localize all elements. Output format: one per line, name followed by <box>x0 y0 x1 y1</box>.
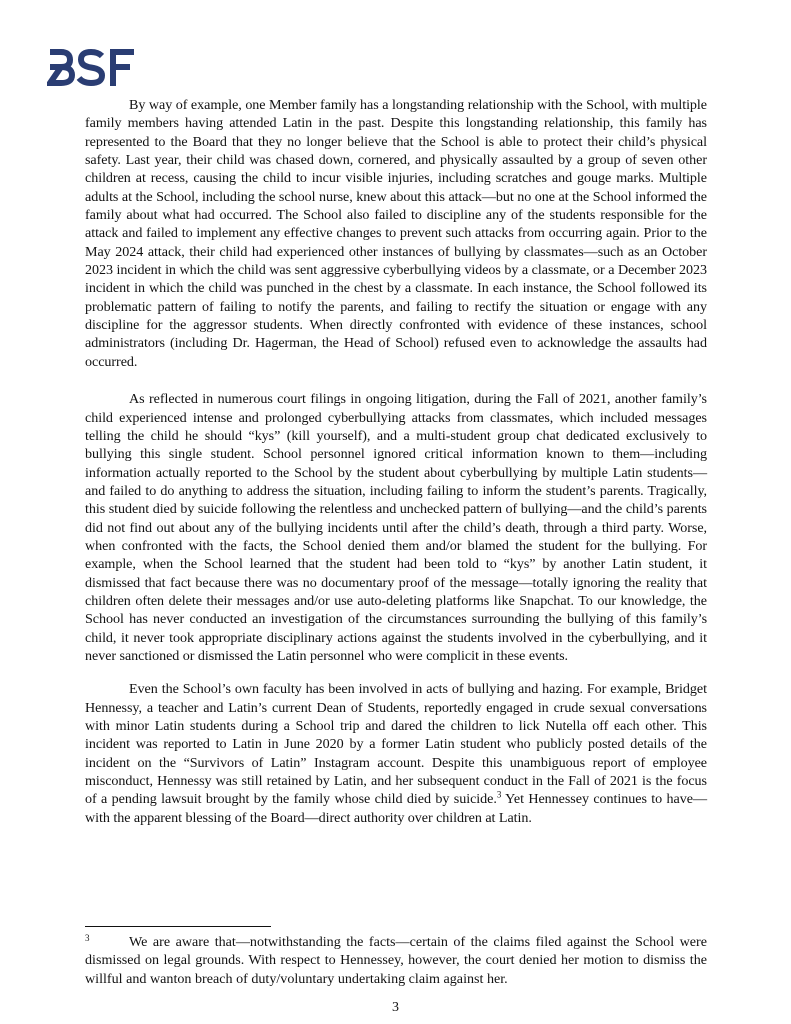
page-number: 3 <box>392 1000 399 1015</box>
footnote-reference: 3 <box>496 789 502 800</box>
footnote-text: We are aware that—notwithstanding the facts—certain of the claims filed against the School were dismissed on legal grounds. With respect to Hennessey, however, the court denied her motion to dismiss the willful and wanton breach of duty/voluntary undertaking claim against her. <box>85 934 707 987</box>
bsf-logo <box>47 48 137 86</box>
paragraph-member-family: By way of example, one Member family has a longstanding relationship with the School, with multiple family members having attended Latin in the past. Despite this longstanding relationship, this family has represented to the Board that they no longer believe that the School is able to protect their child’s physical safety. Last year, their child was chased down, cornered, and physically assaulted by a group of seven other children at recess, causing the child to incur visible injuries, including scratches and gouge marks. Multiple adults at the School, including the school nurse, knew about this attack—but no one at the School informed the family about what had occurred. The School also failed to discipline any of the students responsible for the attack and failed to implement any effective changes to prevent such attacks from occurring again. Prior to the May 2024 attack, their child had experienced other instances of bullying by classmates—such as an October 2023 incident in which the child was sent aggressive cyberbullying videos by a classmate, or a December 2023 incident in which the child was punched in the chest by a classmate. In each instance, the School followed its problematic pattern of failing to notify the parents, and failing to rectify the situation or engage with any discipline for the aggressor students. When directly confronted with evidence of these instances, school administrators (including Dr. Hagerman, the Head of School) refused even to acknowledge the assaults had occurred. <box>85 97 707 370</box>
paragraph-faculty-text-a: Even the School’s own faculty has been involved in acts of bullying and hazing. For example, Bridget Hennessy, a teacher and Latin’s current Dean of Students, reportedly engaged in crude sexual conversations with minor Latin students during a School trip and dared the children to lick Nutella off each other. This incident was reported to Latin in June 2020 by a former Latin student who publicly posted details of the incident on the “Survivors of Latin” Instagram account. Despite this unambiguous report of employee misconduct, Hennessy was still retained by Latin, and her subsequent conduct in the Fall of 2021 is the focus of a pending lawsuit brought by the family whose child died by suicide. <box>85 681 707 808</box>
paragraph-faculty-bullying <box>85 680 707 827</box>
footnote: 3 We are aware that—notwithstanding the facts—certain of the claims filed against the School were dismissed on legal grounds. With respect to Hennessey, however, the court denied her motion to dismiss the willful and wanton breach of duty/voluntary undertaking claim against her. <box>85 933 707 987</box>
bsf-logo-mark <box>47 48 137 86</box>
paragraph-cyberbullying: As reflected in numerous court filings in ongoing litigation, during the Fall of 2021, another family’s child experienced intense and prolonged cyberbullying attacks from classmates, which included messages telling the child he should “kys” (kill yourself), and a multi-student group chat dedicated exclusively to bullying this single student. School personnel ignored critical information known to them—including information actually reported to the School by the student about cyberbullying by multiple Latin students—and failed to do anything to address the situation, including failing to inform the student’s parents. Tragically, this student died by suicide following the relentless and unchecked pattern of bullying—and the child’s parents did not find out about any of the bullying incidents until after the child’s death, through a third party. Worse, when confronted with the facts, the School denied them and/or blamed the student for the bullying. For example, when the School learned that the student had been told to “kys” by another Latin student, it dismissed that fact because there was no documentary proof of the message—totally ignoring the reality that children often delete their messages and/or use auto-deleting platforms like Snapchat. To our knowledge, the School has never conducted an investigation of the circumstances surrounding the bullying of this family’s child, it never took appropriate disciplinary actions against the students involved in the cyberbullying, and it never sanctioned or dismissed the Latin personnel who were complicit in these events. <box>85 391 707 664</box>
paragraph-faculty-text-b: Yet Hennessey continues to have—with the apparent blessing of the Board—direct authority over children at Latin. <box>85 791 707 826</box>
document-body <box>85 96 707 827</box>
footnote-divider <box>85 926 271 927</box>
